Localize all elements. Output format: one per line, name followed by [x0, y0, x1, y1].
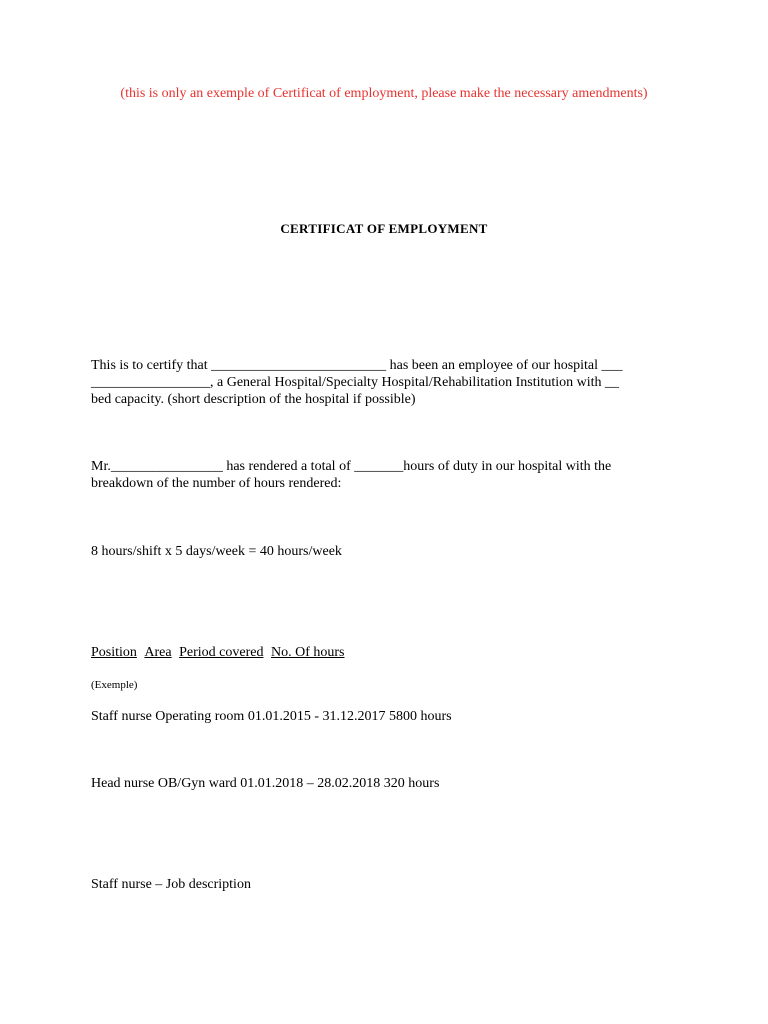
- header-position: Position: [91, 645, 137, 660]
- certify-line-1: This is to certify that _________________________ has been an employee of our hospital ___: [91, 358, 623, 373]
- hours-line-2: breakdown of the number of hours rendered:: [91, 476, 342, 491]
- table-row: Staff nurse Operating room 01.01.2015 - 31.12.2017 5800 hours: [91, 709, 452, 724]
- table-header: [91, 644, 344, 661]
- document-title: CERTIFICAT OF EMPLOYMENT: [280, 221, 488, 236]
- job-description-heading: Staff nurse – Job description: [91, 877, 251, 892]
- example-label: (Exemple): [91, 679, 138, 691]
- hours-formula: 8 hours/shift x 5 days/week = 40 hours/week: [91, 544, 342, 559]
- amendment-note: (this is only an exemple of Certificat of employment, please make the necessary amendments): [120, 86, 648, 101]
- header-area: Area: [144, 645, 172, 660]
- table-row: Head nurse OB/Gyn ward 01.01.2018 – 28.02.2018 320 hours: [91, 776, 440, 791]
- certify-line-2: _________________, a General Hospital/Specialty Hospital/Rehabilitation Institution with __: [91, 375, 620, 390]
- header-period: Period covered: [179, 645, 264, 660]
- hours-line-1: Mr.________________ has rendered a total of _______hours of duty in our hospital with the: [91, 459, 612, 474]
- certify-line-3: bed capacity. (short description of the hospital if possible): [91, 392, 416, 407]
- header-hours: No. Of hours: [270, 645, 345, 660]
